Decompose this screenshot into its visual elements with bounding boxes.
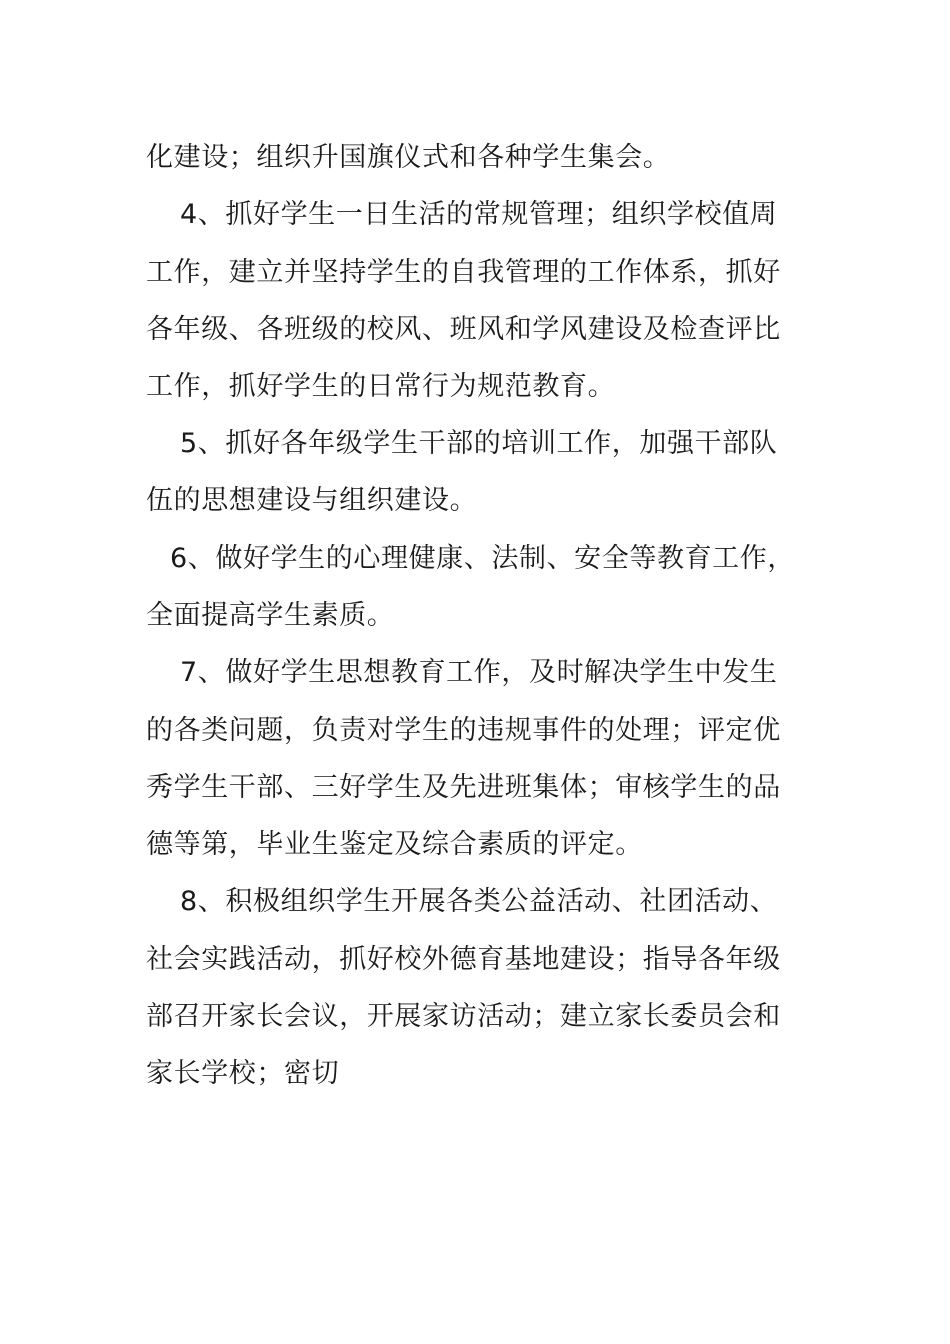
- paragraph-4-first-line: 4、抓好学生一日生活的常规管理；组织学校值周: [180, 199, 778, 230]
- text-line: 秀学生干部、三好学生及先进班集体；审核学生的品: [146, 772, 781, 803]
- paragraph-5-first-line: 5、抓好各年级学生干部的培训工作，加强干部队: [180, 428, 778, 459]
- paragraph-7-first-line: 7、做好学生思想教育工作，及时解决学生中发生: [180, 657, 778, 688]
- text-line: 化建设；组织升国旗仪式和各种学生集会。: [146, 142, 671, 173]
- text-line: 部召开家长会议，开展家访活动；建立家长委员会和: [146, 1001, 781, 1032]
- text-line: 全面提高学生素质。: [146, 600, 395, 631]
- text-line: 社会实践活动，抓好校外德育基地建设；指导各年级: [146, 944, 781, 975]
- text-line: 工作，抓好学生的日常行为规范教育。: [146, 371, 616, 402]
- text-line: 的各类问题，负责对学生的违规事件的处理；评定优: [146, 715, 781, 746]
- text-line: 德等第，毕业生鉴定及综合素质的评定。: [146, 829, 643, 860]
- text-line: 工作，建立并坚持学生的自我管理的工作体系，抓好: [146, 257, 781, 288]
- text-line: 各年级、各班级的校风、班风和学风建设及检查评比: [146, 314, 781, 345]
- text-line: 家长学校；密切: [146, 1058, 340, 1089]
- paragraph-8-first-line: 8、积极组织学生开展各类公益活动、社团活动、: [180, 886, 778, 917]
- text-line: 伍的思想建设与组织建设。: [146, 485, 478, 516]
- paragraph-6-first-line: 6、做好学生的心理健康、法制、安全等教育工作，: [170, 543, 795, 574]
